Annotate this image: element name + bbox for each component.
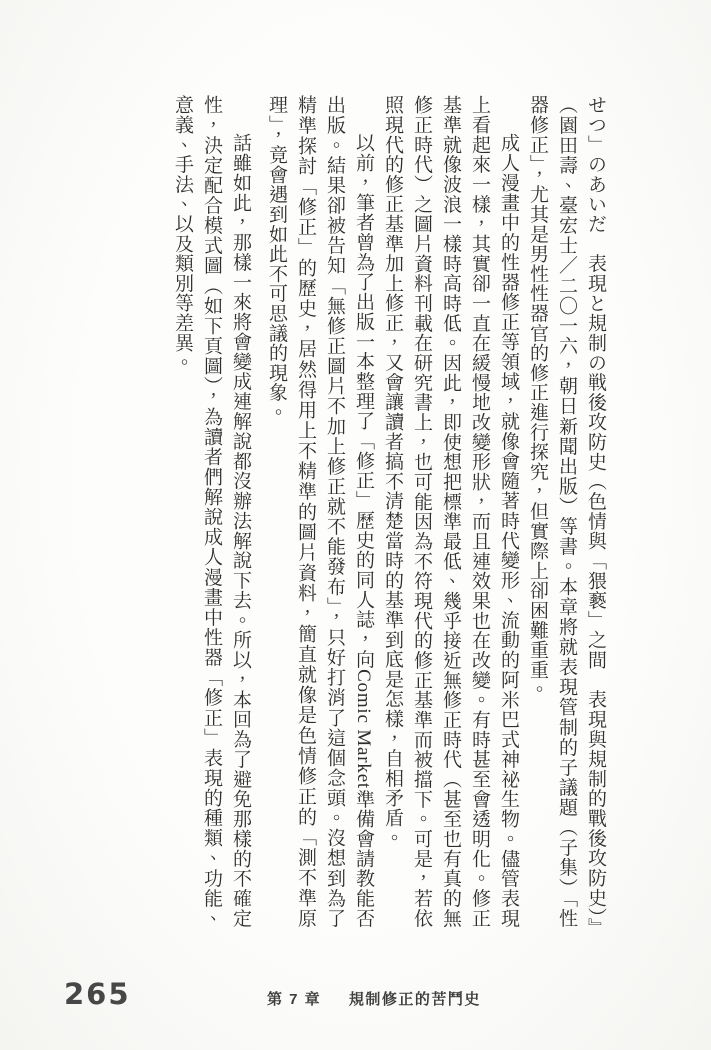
- paragraph: せつ」のあいだ 表現と規制の戦後攻防史（色情與「猥褻」之間 表現與規制的戰後攻防史）』（園田壽、臺宏士／二〇一六，朝日新聞出版）等書。本章將就表現管制的子議題（子集）「性器修正」，尤其是男性性器官的修正進行探究，但實際上卻困難重重。: [527, 95, 606, 928]
- page-number: 265: [64, 977, 131, 1011]
- paragraph: 成人漫畫中的性器修正等領域，就像會隨著時代變形、流動的阿米巴式神祕生物。儘管表現上看起來一樣，其實卻一直在緩慢地改變形狀，而且連效果也在改變。有時甚至會透明化。修正基準就像波浪一樣時高時低。因此，即使想把標準最低、幾乎接近無修正時代（甚至也有真的無修正時代）之圖片資料刊載在研究書上，也可能因為不符現代的修正基準而被擋下。可是，若依照現代的修正基準加上修正，又會讓讀者搞不清楚當時的基準到底是怎樣，自相矛盾。: [382, 95, 519, 928]
- paragraph: 以前，筆者曾為了出版一本整理了「修正」歷史的同人誌，向Comic Market準備會請教能否出版。結果卻被告知「無修正圖片不加上修正就不能發布」，只好打消了這個念頭。沒想到為了精準探討「修正」的歷史，居然得用上不精準的圖片資料，簡直就像是色情修正的「測不準原理」，竟會遇到如此不可思議的現象。: [266, 95, 374, 928]
- chapter-label: 第 7 章: [267, 991, 322, 1008]
- footer-chapter: [267, 988, 481, 1009]
- chapter-title: 規制修正的苦鬥史: [348, 991, 481, 1008]
- page-footer: [0, 975, 711, 1020]
- paragraph: 話雖如此，那樣一來將會變成連解說都沒辦法解說下去。所以，本回為了避免那樣的不確定性，決定配合模式圖（如下頁圖），為讀者們解說成人漫畫中性器「修正」表現的種類、功能、意義、手法、以及類別等差異。: [172, 95, 251, 928]
- body-text: [168, 95, 610, 928]
